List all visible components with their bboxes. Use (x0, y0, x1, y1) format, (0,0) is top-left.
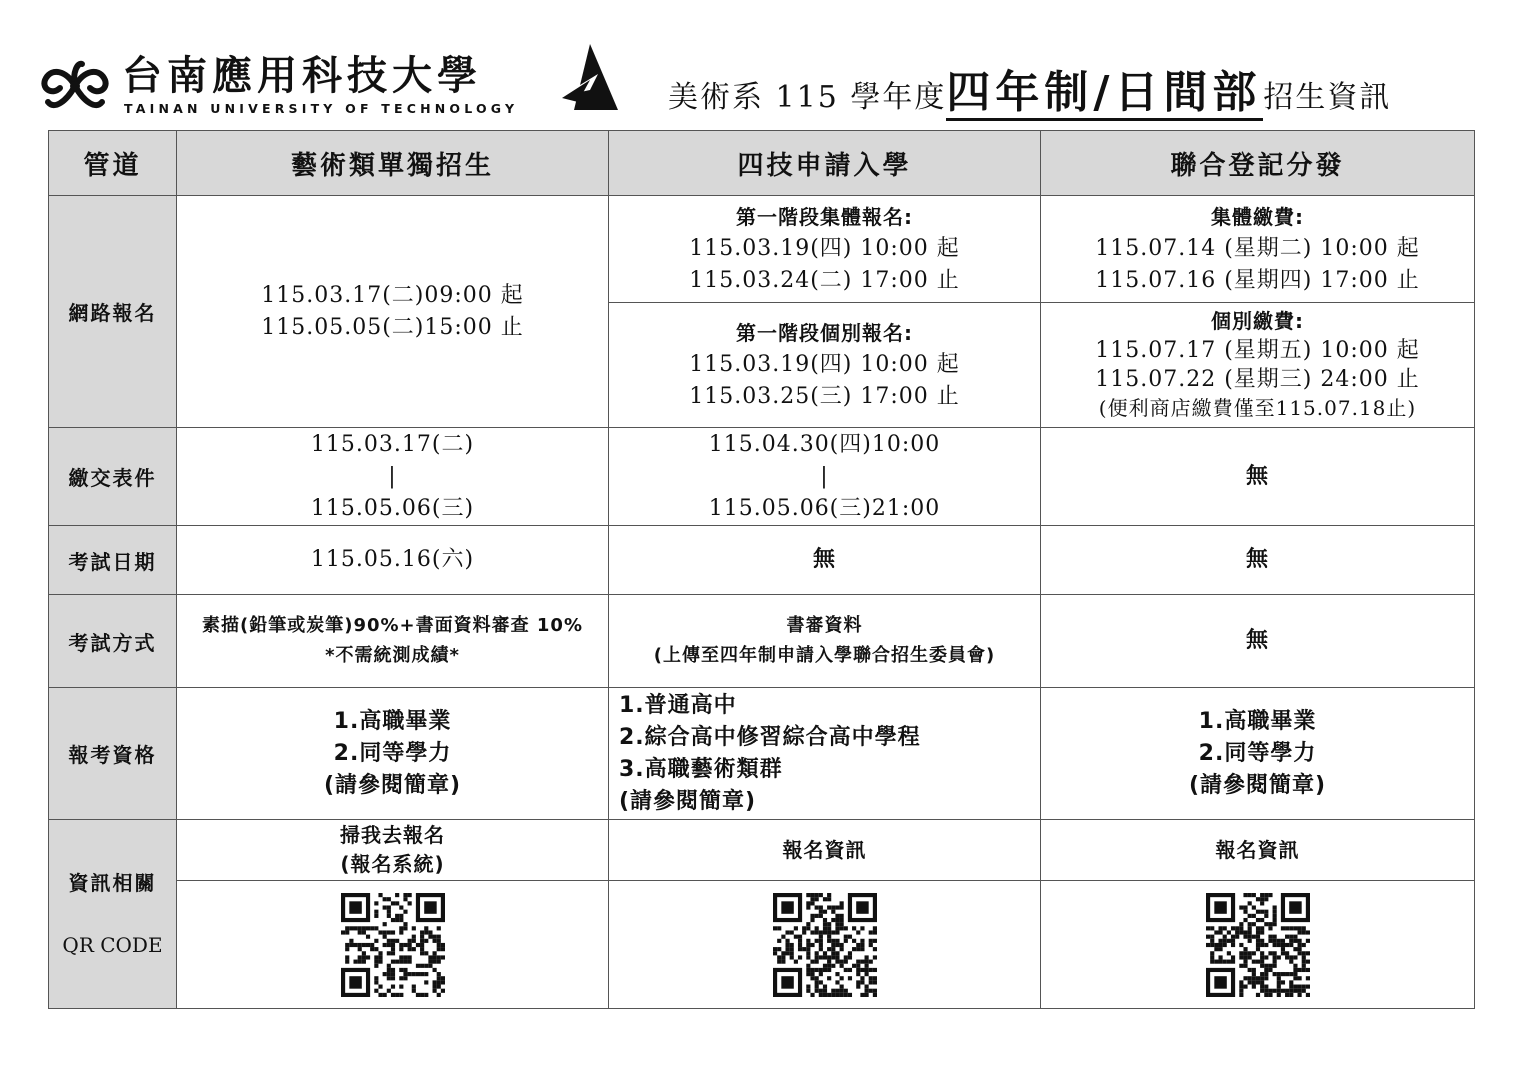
cell-exam-method-art (177, 595, 609, 688)
text-line: (便利商店繳費僅至115.07.18止) (1098, 396, 1417, 420)
text-line: 115.07.14 (星期二) 10:00 起 (1095, 236, 1420, 261)
text-line: 115.05.05(二)15:00 止 (261, 314, 524, 340)
department-mark-icon (560, 44, 620, 114)
cell-exam-date-apply: 無 (609, 526, 1041, 595)
text-line: | (388, 463, 397, 489)
cell-documents-joint: 無 (1041, 428, 1475, 526)
text-line: 3.高職藝術類群 (619, 756, 783, 782)
text-line: | (820, 463, 829, 489)
title-main: 四年制/日間部 (946, 67, 1263, 121)
qr-code-application-info[interactable] (773, 893, 877, 997)
text-line: 素描(鉛筆或炭筆)90%+書面資料審查 10% (202, 615, 583, 636)
text-line: (報名系統) (340, 852, 445, 876)
text-line: 115.03.19(四) 10:00 起 (689, 352, 960, 377)
text-line: 掃我去報名 (340, 823, 445, 847)
cell-exam-method-joint: 無 (1041, 595, 1475, 688)
text-line: 個別繳費: (1211, 309, 1304, 333)
text-line: 1.高職畢業 (1198, 708, 1317, 734)
header-joint-registration: 聯合登記分發 (1041, 131, 1475, 196)
cell-eligibility-joint (1041, 688, 1475, 820)
text-line: 115.03.19(四) 10:00 起 (689, 236, 960, 261)
text-line: QR CODE (62, 933, 163, 957)
admission-table (48, 130, 1475, 1009)
row-label-documents: 繳交表件 (49, 428, 177, 526)
cell-registration-joint-individual (1041, 303, 1475, 428)
table-row (49, 881, 1475, 1009)
cell-qr-joint (1041, 881, 1475, 1009)
text-line: 2.綜合高中修習綜合高中學程 (619, 724, 921, 750)
text-line: 第一階段集體報名: (736, 205, 913, 229)
table-row (49, 196, 1475, 303)
text-line: *不需統測成績* (325, 645, 460, 666)
table-row (49, 526, 1475, 595)
cell-qr-apply (609, 881, 1041, 1009)
cell-registration-joint-group (1041, 196, 1475, 303)
text-line: 1.高職畢業 (333, 708, 452, 734)
text-line: 2.同等學力 (1198, 740, 1317, 766)
text-line: (請參閱簡章) (323, 772, 462, 798)
cell-qr-art (177, 881, 609, 1009)
table-row (49, 595, 1475, 688)
header-channel: 管道 (49, 131, 177, 196)
row-label-eligibility: 報考資格 (49, 688, 177, 820)
table-header-row (49, 131, 1475, 196)
university-emblem-icon (36, 56, 114, 116)
text-line: 2.同等學力 (333, 740, 452, 766)
text-line: 115.07.17 (星期五) 10:00 起 (1095, 338, 1420, 363)
text-line: 集體繳費: (1211, 205, 1304, 229)
cell-eligibility-apply (609, 688, 1041, 820)
text-line: (上傳至四年制申請入學聯合招生委員會) (653, 645, 996, 666)
cell-qr-label-art (177, 820, 609, 881)
table-row (49, 688, 1475, 820)
text-line: 115.03.24(二) 17:00 止 (689, 268, 960, 293)
text-line: (請參閱簡章) (1188, 772, 1327, 798)
text-line: 書審資料 (786, 615, 863, 636)
row-label-exam-method: 考試方式 (49, 595, 177, 688)
text-line: 第一階段個別報名: (736, 321, 913, 345)
text-line: 115.07.22 (星期三) 24:00 止 (1095, 367, 1420, 392)
row-label-registration: 網路報名 (49, 196, 177, 428)
table-row (49, 820, 1475, 881)
cell-qr-label-apply: 報名資訊 (609, 820, 1041, 881)
table-row (49, 428, 1475, 526)
text-line: 115.05.06(三) (310, 495, 475, 521)
page-title (668, 56, 1392, 118)
text-line: 資訊相關 (68, 871, 157, 895)
row-label-qr (49, 820, 177, 1009)
qr-code-registration-system[interactable] (341, 893, 445, 997)
cell-registration-art (177, 196, 609, 428)
text-line: 115.07.16 (星期四) 17:00 止 (1095, 268, 1420, 293)
text-line: (請參閱簡章) (619, 788, 757, 814)
text-line: 1.普通高中 (619, 692, 737, 718)
header-four-year-application: 四技申請入學 (609, 131, 1041, 196)
cell-documents-apply (609, 428, 1041, 526)
text-line: 115.03.17(二)09:00 起 (261, 282, 524, 308)
cell-exam-date-art: 115.05.16(六) (177, 526, 609, 595)
text-line: 115.03.17(二) (310, 431, 475, 457)
university-name-zh: 台南應用科技大學 (122, 53, 482, 99)
cell-qr-label-joint: 報名資訊 (1041, 820, 1475, 881)
title-prefix: 美術系 115 學年度 (668, 80, 947, 115)
university-name-en: TAINAN UNIVERSITY OF TECHNOLOGY (124, 101, 519, 116)
cell-eligibility-art (177, 688, 609, 820)
row-label-exam-date: 考試日期 (49, 526, 177, 595)
cell-exam-date-joint: 無 (1041, 526, 1475, 595)
title-suffix: 招生資訊 (1263, 80, 1392, 115)
cell-exam-method-apply (609, 595, 1041, 688)
text-line: 115.04.30(四)10:00 (708, 431, 941, 457)
header-art-exam: 藝術類單獨招生 (177, 131, 609, 196)
cell-documents-art (177, 428, 609, 526)
text-line: 115.03.25(三) 17:00 止 (689, 384, 960, 409)
text-line: 115.05.06(三)21:00 (708, 495, 941, 521)
qr-code-joint-info[interactable] (1206, 893, 1310, 997)
cell-registration-apply-individual (609, 303, 1041, 428)
cell-registration-apply-group (609, 196, 1041, 303)
